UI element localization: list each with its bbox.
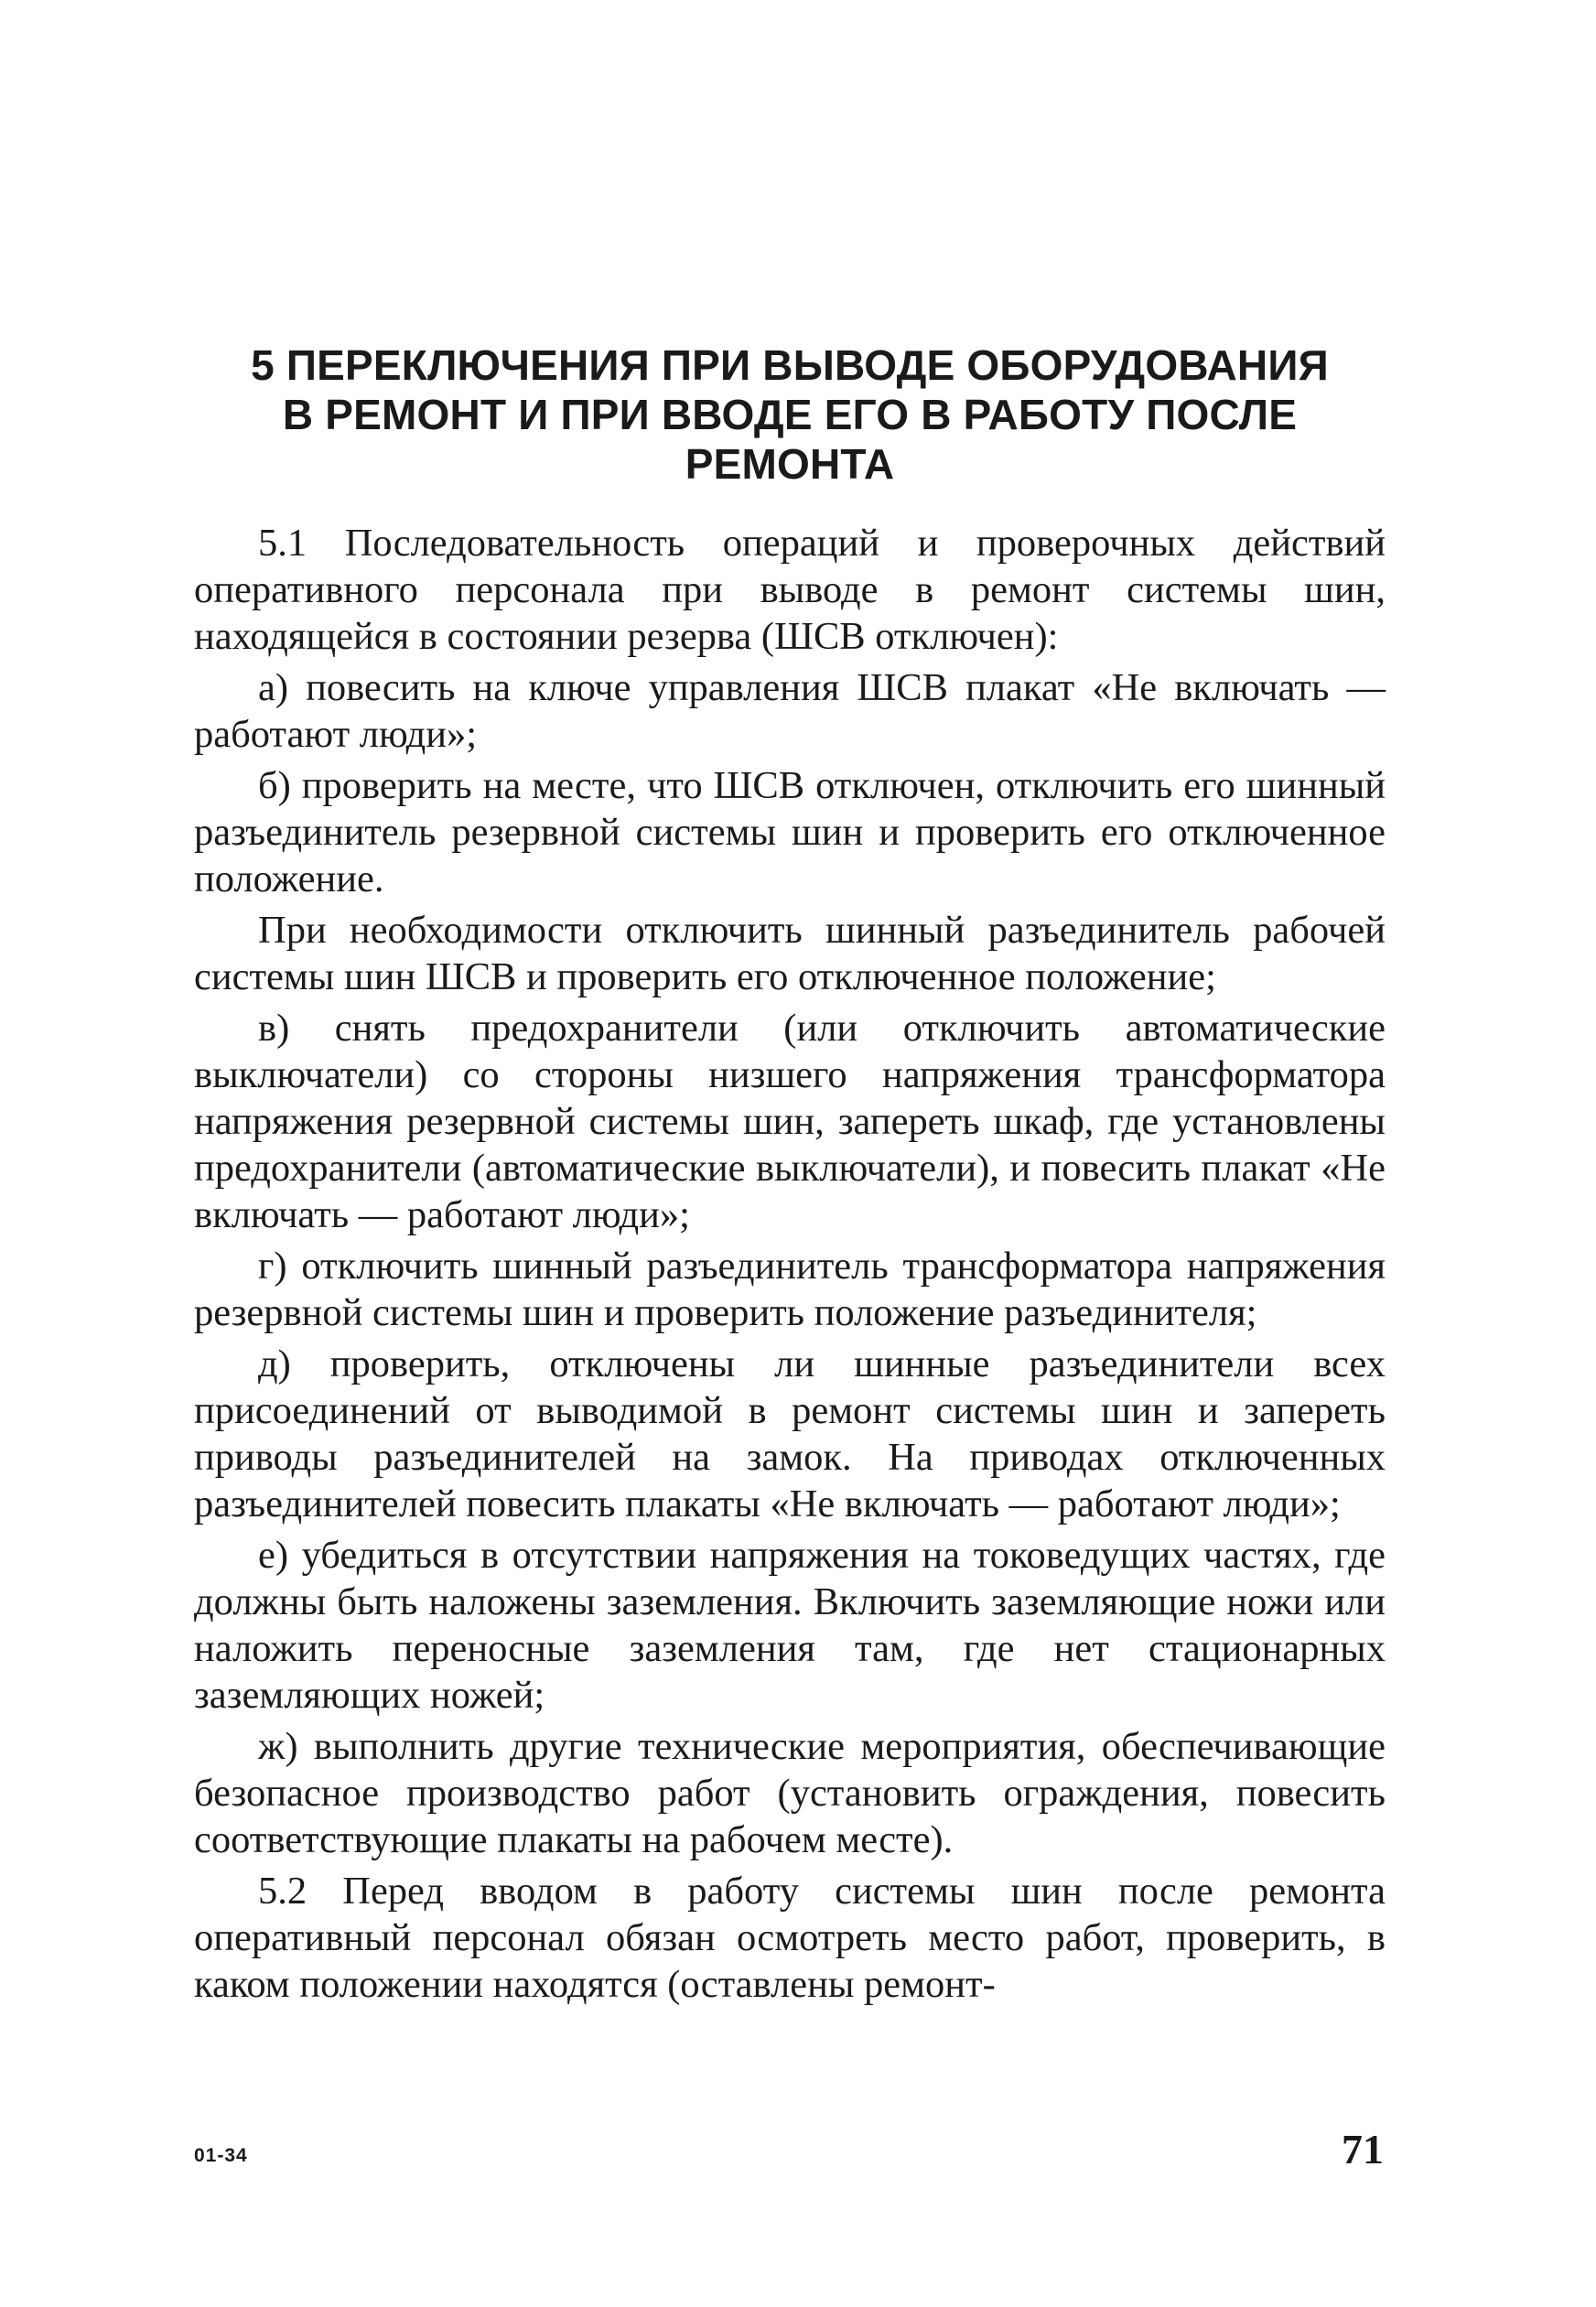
list-item-a: а) повесить на ключе управления ШСВ плакат «Не включать — работают люди»; <box>194 666 1386 756</box>
list-item-g: г) отключить шинный разъединитель трансформатора напряжения резервной системы шин и проверить положение разъединителя; <box>194 1245 1386 1334</box>
list-item-b: б) проверить на месте, что ШСВ отключен, отключить его шинный разъединитель резервной системы шин и проверить его отключенное положение. <box>194 764 1386 900</box>
footer-code: 01-34 <box>194 2145 248 2166</box>
section-heading-line-1: 5 ПЕРЕКЛЮЧЕНИЯ ПРИ ВЫВОДЕ ОБОРУДОВАНИЯ <box>251 341 1329 389</box>
list-item-d: д) проверить, отключены ли шинные разъединители всех присоединений от выводимой в ремонт системы шин и запереть приводы разъединителей на замок. На приводах отключенных разъединителей повесить плакаты «Не включать — работают люди»; <box>194 1342 1386 1525</box>
list-item-e: е) убедиться в отсутствии напряжения на токоведущих частях, где должны быть наложены заземления. Включить заземляющие ножи или наложить переносные заземления там, где нет стационарных заземляющих ножей; <box>194 1534 1386 1717</box>
page-number: 71 <box>1342 2126 1384 2172</box>
section-heading-line-2: В РЕМОНТ И ПРИ ВВОДЕ ЕГО В РАБОТУ ПОСЛЕ РЕМОНТА <box>282 391 1298 488</box>
body-text <box>194 520 1386 2008</box>
list-item-zh: ж) выполнить другие технические мероприятия, обеспечивающие безопасное производство работ (установить ограждения, повесить соответствующие плакаты на рабочем месте). <box>194 1725 1386 1861</box>
paragraph-note: При необходимости отключить шинный разъединитель рабочей системы шин ШСВ и проверить его отключенное положение; <box>194 909 1386 998</box>
paragraph-5-2: 5.2 Перед вводом в работу системы шин после ремонта оперативный персонал обязан осмотреть место работ, проверить, в каком положении находятся (оставлены ремонт- <box>194 1870 1386 2006</box>
section-heading <box>194 340 1386 489</box>
paragraph-5-1: 5.1 Последовательность операций и проверочных действий оперативного персонала при выводе в ремонт системы шин, находящейся в состоянии резерва (ШСВ отключен): <box>194 522 1386 658</box>
page-content <box>194 340 1386 2012</box>
list-item-v: в) снять предохранители (или отключить автоматические выключатели) со стороны низшего напряжения трансформатора напряжения резервной системы шин, запереть шкаф, где установлены предохранители (автоматические выключатели), и повесить плакат «Не включать — работают люди»; <box>194 1007 1386 1236</box>
